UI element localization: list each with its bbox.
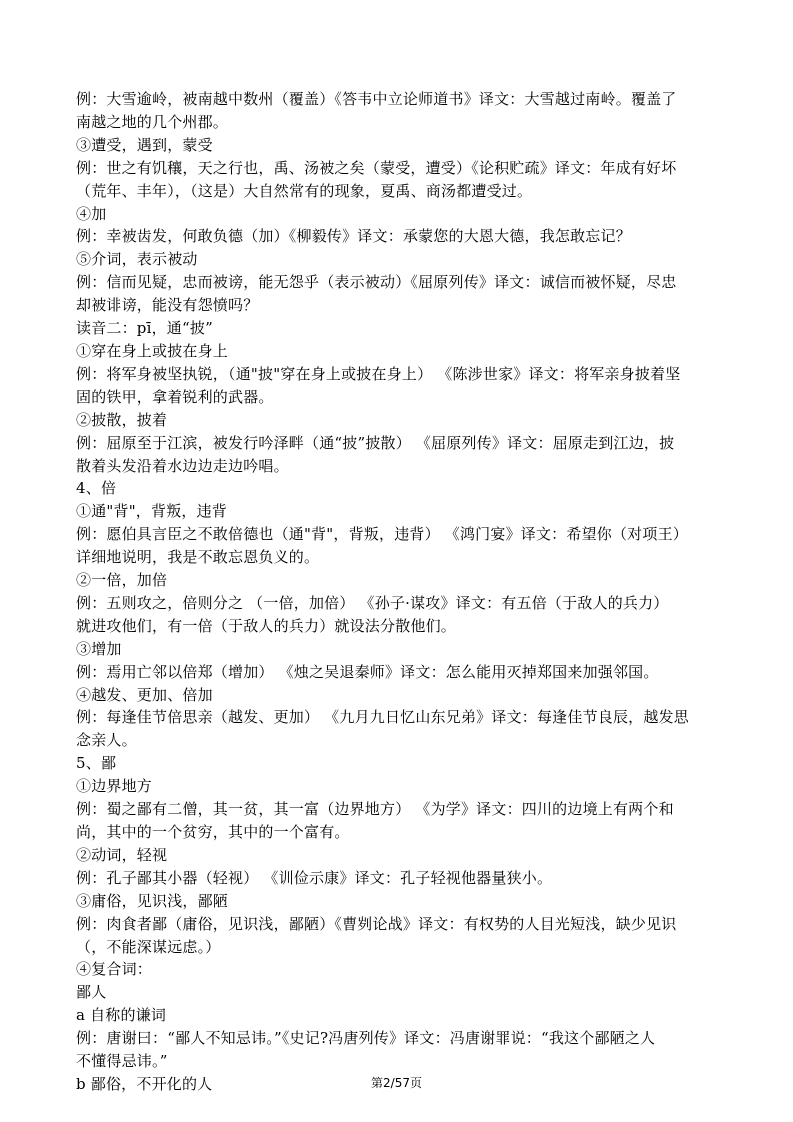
text-line: ③增加: [76, 639, 122, 658]
text-line: 不懂得忌讳。”: [76, 1052, 168, 1071]
text-line: 例：蜀之鄙有二僧，其一贫，其一富（边界地方） 《为学》译文：四川的边境上有两个和: [76, 800, 674, 819]
text-line: （荒年、丰年），（这是）大自然常有的现象，夏禹、商汤都遭受过。: [76, 181, 533, 200]
text-line: 鄙人: [76, 983, 107, 1002]
text-line: 例：肉食者鄙（庸俗，见识浅，鄙陋）《曹刿论战》译文：有权势的人目光短浅，缺少见识: [76, 914, 677, 933]
text-line: 5、鄙: [76, 754, 117, 773]
text-line: 读音二：pī，通“披”: [76, 319, 213, 338]
page-number: 第2/57页: [371, 1076, 422, 1090]
text-line: ①通"背"，背叛，违背: [76, 502, 227, 521]
text-line: 南越之地的几个州郡。: [76, 112, 229, 131]
text-line: 尚，其中的一个贫穷，其中的一个富有。: [76, 823, 350, 841]
text-line: ②披散，披着: [76, 410, 168, 429]
text-line: ②一倍，加倍: [76, 571, 168, 590]
text-line: 例：每逢佳节倍思亲（越发、更加） 《九月九日忆山东兄弟》译文：每逢佳节良辰，越发思: [76, 708, 689, 727]
text-line: ③遭受，遇到，蒙受: [76, 135, 213, 154]
text-line: 例：幸被齿发，何敢负德（加）《柳毅传》译文：承蒙您的大恩大德，我怎敢忘记？: [76, 227, 631, 246]
text-line: 例：大雪逾岭，被南越中数州（覆盖）《答韦中立论师道书》译文：大雪越过南岭。覆盖了: [76, 90, 677, 108]
text-line: 例：世之有饥穰，天之行也，禹、汤被之矣（蒙受，遭受）《论积贮疏》译文：年成有好坏: [76, 158, 677, 177]
text-line: 却被诽谤，能没有怨愤吗？: [76, 296, 259, 315]
text-line: 例：唐谢曰：“鄙人不知忌讳。”《史记?冯唐列传》译文：冯唐谢罪说：“我这个鄙陋之人: [76, 1029, 656, 1048]
text-line: ④复合词：: [76, 960, 153, 979]
text-line: 例：愿伯具言臣之不敢倍德也（通"背"，背叛，违背） 《鸿门宴》译文：希望你（对项王）: [76, 525, 688, 544]
text-line: 念亲人。: [76, 731, 137, 750]
text-line: 就进攻他们，有一倍（于敌人的兵力）就设法分散他们。: [76, 616, 457, 635]
text-line: ⑤介词，表示被动: [76, 250, 198, 269]
text-line: ①穿在身上或披在身上: [76, 341, 229, 360]
text-line: 例：信而见疑，忠而被谤，能无怨乎（表示被动）《屈原列传》译文：诚信而被怀疑，尽忠: [76, 273, 677, 292]
text-line: 例：屈原至于江滨，被发行吟泽畔（通“披”披散） 《屈原列传》译文：屈原走到江边，披: [76, 433, 675, 452]
text-line: ④越发、更加、倍加: [76, 685, 213, 704]
text-line: 详细地说明，我是不敢忘恩负义的。: [76, 548, 320, 567]
text-line: ①边界地方: [76, 777, 153, 796]
text-line: ④加: [76, 204, 107, 223]
text-line: 散着头发沿着水边边走边吟唱。: [76, 456, 289, 475]
text-line: （，不能深谋远虑。）: [76, 937, 221, 956]
text-line: 例：五则攻之，倍则分之 （一倍，加倍） 《孙子·谋攻》译文：有五倍（于敌人的兵力）: [76, 593, 669, 612]
text-line: 固的铁甲，拿着锐利的武器。: [76, 387, 274, 406]
text-line: 例：焉用亡邻以倍郑（增加） 《烛之吴退秦师》译文：怎么能用灭掉郑国来加强邻国。: [76, 662, 659, 681]
text-line: 4、倍: [76, 479, 117, 498]
text-line: a 自称的谦词: [76, 1006, 167, 1025]
document-body: [76, 88, 716, 1096]
text-line: ②动词，轻视: [76, 845, 168, 864]
text-line: 例：将军身被坚执锐，（通"披"穿在身上或披在身上） 《陈涉世家》译文：将军亲身披着坚: [76, 364, 681, 383]
text-line: b 鄙俗，不开化的人: [76, 1074, 213, 1093]
text-line: ③庸俗，见识浅，鄙陋: [76, 891, 229, 910]
text-line: 例：孔子鄙其小器（轻视） 《训俭示康》译文：孔子轻视他器量狭小。: [76, 868, 553, 887]
